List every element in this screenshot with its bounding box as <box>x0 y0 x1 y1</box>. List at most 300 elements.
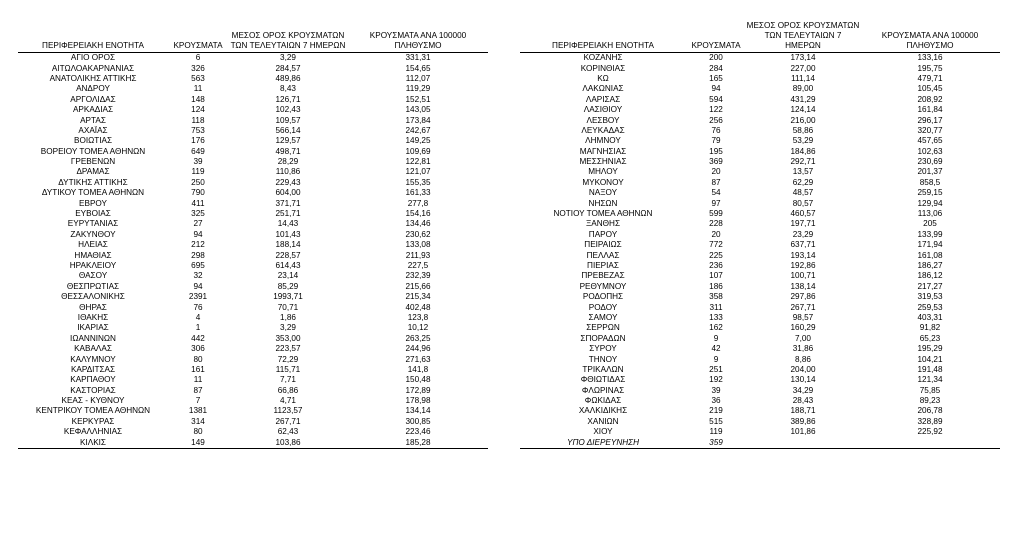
per100k-cell: 161,84 <box>917 105 943 115</box>
cases-cell: 1381 <box>188 406 208 416</box>
region-cell: ΛΕΣΒΟΥ <box>586 115 620 125</box>
region-cell: ΛΗΜΝΟΥ <box>585 136 621 146</box>
table-row <box>520 105 1000 115</box>
avg7-cell: 98,57 <box>792 312 814 322</box>
per100k-cell: 65,23 <box>919 333 941 343</box>
region-cell: ΜΕΣΣΗΝΙΑΣ <box>579 157 627 167</box>
region-cell: ΑΡΚΑΔΙΑΣ <box>72 105 114 115</box>
region-cell: ΠΑΡΟΥ <box>588 229 618 239</box>
table-row <box>18 292 488 302</box>
region-cell: ΜΥΚΟΝΟΥ <box>582 177 624 187</box>
region-cell: ΘΗΡΑΣ <box>79 302 107 312</box>
table-row <box>18 344 488 354</box>
table-row <box>18 365 488 375</box>
avg7-cell: 431,29 <box>790 94 816 104</box>
per100k-cell: 133,99 <box>917 229 943 239</box>
table-row <box>520 219 1000 229</box>
avg7-cell: 229,43 <box>275 177 301 187</box>
avg7-cell: 130,14 <box>790 375 816 385</box>
cases-cell: 256 <box>709 115 723 125</box>
cases-cell: 122 <box>709 105 723 115</box>
per100k-cell: 242,67 <box>405 125 431 135</box>
table-row <box>520 323 1000 333</box>
region-cell: ΘΕΣΣΑΛΟΝΙΚΗΣ <box>61 292 125 302</box>
cases-cell: 176 <box>191 136 205 146</box>
region-cell: ΚΑΛΥΜΝΟΥ <box>70 354 116 364</box>
per100k-cell: 154,16 <box>405 209 431 219</box>
table-row <box>18 209 488 219</box>
region-cell: ΥΠΟ ΔΙΕΡΕΥΝΗΣΗ <box>520 437 686 448</box>
cases-cell: 149 <box>168 437 228 448</box>
avg7-cell: 614,43 <box>275 261 301 270</box>
table-row <box>18 147 488 157</box>
per100k-cell: 225,92 <box>917 427 943 437</box>
table-row <box>520 417 1000 427</box>
per100k-cell: 205 <box>923 219 937 229</box>
cases-cell: 298 <box>191 250 205 260</box>
avg7-cell: 7,00 <box>795 333 811 343</box>
table-row <box>18 250 488 260</box>
region-cell: ΚΑΣΤΟΡΙΑΣ <box>70 385 116 395</box>
region-cell: ΚΕΦΑΛΛΗΝΙΑΣ <box>63 427 123 437</box>
cases-cell: 442 <box>191 333 205 343</box>
header-per100k: ΚΡΟΥΣΜΑΤΑ ΑΝΑ 100000 ΠΛΗΘΥΣΜΟ <box>860 12 1000 53</box>
table-row <box>18 95 488 105</box>
per100k-cell: 215,66 <box>405 281 431 291</box>
cases-cell: 94 <box>711 84 721 94</box>
table-row <box>520 147 1000 157</box>
region-cell: ΙΚΑΡΙΑΣ <box>77 323 109 333</box>
table-row <box>520 313 1000 323</box>
region-cell: ΔΥΤΙΚΗΣ ΑΤΤΙΚΗΣ <box>58 177 128 187</box>
table-row <box>520 136 1000 146</box>
table-row <box>18 313 488 323</box>
per100k-cell: 259,53 <box>917 302 943 312</box>
table-row <box>520 188 1000 198</box>
avg7-cell: 1123,57 <box>273 406 303 416</box>
avg7-cell: 353,00 <box>275 333 301 343</box>
header-avg7: ΜΕΣΟΣ ΟΡΟΣ ΚΡΟΥΣΜΑΤΩΝ ΤΩΝ ΤΕΛΕΥΤΑΙΩΝ 7 ΗΜΕΡΩΝ <box>746 12 860 53</box>
region-cell: ΑΙΤΩΛΟΑΚΑΡΝΑΝΙΑΣ <box>51 63 135 73</box>
region-cell: ΔΥΤΙΚΟΥ ΤΟΜΕΑ ΑΘΗΝΩΝ <box>41 188 145 198</box>
avg7-cell: 8,86 <box>795 354 811 364</box>
table-row <box>18 198 488 208</box>
per100k-cell: 186,27 <box>917 261 943 270</box>
avg7-cell: 498,71 <box>275 146 301 156</box>
avg7-cell: 389,86 <box>790 416 816 426</box>
region-cell: ΖΑΚΥΝΘΟΥ <box>70 229 116 239</box>
region-cell: ΜΑΓΝΗΣΙΑΣ <box>579 146 627 156</box>
avg7-cell: 460,57 <box>790 209 816 219</box>
per100k-cell: 208,92 <box>917 94 943 104</box>
per100k-cell: 113,06 <box>917 209 943 219</box>
table-row <box>18 63 488 73</box>
table-row <box>18 157 488 167</box>
region-cell: ΕΥΡΥΤΑΝΙΑΣ <box>67 219 119 229</box>
cases-cell: 36 <box>711 396 721 406</box>
table-row <box>520 261 1000 271</box>
table-row <box>520 53 1000 64</box>
table-row <box>18 334 488 344</box>
region-cell: ΑΝΔΡΟΥ <box>76 84 110 94</box>
per100k-cell: 155,35 <box>405 177 431 187</box>
cases-cell: 87 <box>193 385 203 395</box>
table-row <box>18 261 488 271</box>
header-avg7: ΜΕΣΟΣ ΟΡΟΣ ΚΡΟΥΣΜΑΤΩΝ ΤΩΝ ΤΕΛΕΥΤΑΙΩΝ 7 ΗΜΕΡΩΝ <box>228 12 348 53</box>
per100k-cell: 320,77 <box>917 125 943 135</box>
region-cell: ΝΗΣΩΝ <box>588 198 618 208</box>
avg7-cell: 13,57 <box>792 167 814 177</box>
avg7-cell: 192,86 <box>790 261 816 270</box>
cases-cell: 119 <box>709 427 723 437</box>
cases-cell: 772 <box>709 240 723 250</box>
table-row <box>520 157 1000 167</box>
region-cell: ΦΩΚΙΔΑΣ <box>584 396 622 406</box>
per100k-cell: 227,5 <box>407 261 429 270</box>
table-row <box>520 209 1000 219</box>
cases-cell: 225 <box>709 250 723 260</box>
cases-cell: 326 <box>191 63 205 73</box>
table-row <box>18 126 488 136</box>
table-row <box>18 323 488 333</box>
per100k-cell: 185,28 <box>348 437 488 448</box>
per100k-cell: 133,08 <box>405 240 431 250</box>
avg7-cell: 89,00 <box>792 84 814 94</box>
per100k-cell: 195,75 <box>917 63 943 73</box>
avg7-cell: 371,71 <box>275 198 301 208</box>
cases-cell: 790 <box>191 188 205 198</box>
per100k-cell: 172,89 <box>405 385 431 395</box>
per100k-cell: 263,25 <box>405 333 431 343</box>
header-region: ΠΕΡΙΦΕΡΕΙΑΚΗ ΕΝΟΤΗΤΑ <box>520 12 686 53</box>
cases-cell: 9 <box>713 354 719 364</box>
cases-cell: 284 <box>709 63 723 73</box>
region-cell: ΘΑΣΟΥ <box>78 271 108 281</box>
table-row <box>18 74 488 84</box>
region-cell: ΔΡΑΜΑΣ <box>76 167 110 177</box>
region-cell: ΚΑΒΑΛΑΣ <box>74 344 112 354</box>
cases-cell: 250 <box>191 177 205 187</box>
cases-cell: 94 <box>193 229 203 239</box>
header-row <box>18 12 488 53</box>
avg7-cell: 124,14 <box>790 105 816 115</box>
per100k-cell: 479,71 <box>917 73 943 83</box>
cases-cell: 186 <box>709 281 723 291</box>
avg7-cell: 188,71 <box>790 406 816 416</box>
region-cell: ΣΠΟΡΑΔΩΝ <box>580 333 626 343</box>
table-row <box>520 198 1000 208</box>
per100k-cell: 123,8 <box>407 312 429 322</box>
region-cell: ΝΑΞΟΥ <box>588 188 618 198</box>
region-cell: ΛΑΡΙΣΑΣ <box>585 94 621 104</box>
cases-cell: 124 <box>191 105 205 115</box>
region-cell: ΠΙΕΡΙΑΣ <box>587 261 619 270</box>
cases-cell: 9 <box>713 333 719 343</box>
cases-cell: 42 <box>711 344 721 354</box>
cases-table-left <box>18 12 488 449</box>
avg7-cell: 8,43 <box>280 84 296 94</box>
avg7-cell: 53,29 <box>792 136 814 146</box>
region-cell: ΑΧΑΪΑΣ <box>78 125 108 135</box>
region-cell: ΛΑΚΩΝΙΑΣ <box>582 84 624 94</box>
region-cell: ΑΝΑΤΟΛΙΚΗΣ ΑΤΤΙΚΗΣ <box>49 73 137 83</box>
per100k-cell: 201,37 <box>917 167 943 177</box>
table-row <box>18 53 488 64</box>
cases-cell: 192 <box>709 375 723 385</box>
cases-cell: 2391 <box>188 292 208 302</box>
table-row <box>18 115 488 125</box>
region-cell: ΣΑΜΟΥ <box>588 312 618 322</box>
per100k-cell: 271,63 <box>405 354 431 364</box>
cases-cell: 4 <box>195 312 201 322</box>
per100k-cell: 858,5 <box>919 177 941 187</box>
avg7-cell: 80,57 <box>792 198 814 208</box>
cases-cell: 80 <box>193 427 203 437</box>
per100k-cell: 134,14 <box>405 406 431 416</box>
table-row <box>520 178 1000 188</box>
table-row <box>18 354 488 364</box>
region-cell: ΓΡΕΒΕΝΩΝ <box>70 157 116 167</box>
avg7-cell: 204,00 <box>790 364 816 374</box>
avg7-cell: 1,86 <box>280 312 296 322</box>
cases-cell: 20 <box>711 229 721 239</box>
cases-cell: 599 <box>709 209 723 219</box>
cases-cell: 6 <box>195 53 201 63</box>
table-row <box>520 282 1000 292</box>
cases-cell: 594 <box>709 94 723 104</box>
avg7-cell: 48,57 <box>792 188 814 198</box>
per100k-cell: 91,82 <box>919 323 941 333</box>
avg7-cell: 292,71 <box>790 157 816 167</box>
avg7-cell: 188,14 <box>275 240 301 250</box>
avg7-cell: 489,86 <box>275 73 301 83</box>
per100k-cell: 223,46 <box>405 427 431 437</box>
region-cell: ΚΕΝΤΡΙΚΟΥ ΤΟΜΕΑ ΑΘΗΝΩΝ <box>35 406 151 416</box>
per100k-cell: 331,31 <box>405 53 431 63</box>
per100k-cell: 206,78 <box>917 406 943 416</box>
table-row <box>18 271 488 281</box>
cases-cell: 32 <box>193 271 203 281</box>
per100k-cell: 89,23 <box>919 396 941 406</box>
cases-table-right <box>520 12 1000 449</box>
table-row <box>18 105 488 115</box>
table-row <box>520 406 1000 416</box>
avg7-cell: 109,57 <box>275 115 301 125</box>
avg7-cell: 227,00 <box>790 63 816 73</box>
cases-cell: 306 <box>191 344 205 354</box>
per100k-cell: 161,33 <box>405 188 431 198</box>
avg7-cell: 23,29 <box>792 229 814 239</box>
per100k-cell: 296,17 <box>917 115 943 125</box>
cases-cell: 753 <box>191 125 205 135</box>
header-region: ΠΕΡΙΦΕΡΕΙΑΚΗ ΕΝΟΤΗΤΑ <box>18 12 168 53</box>
table-row <box>18 219 488 229</box>
table-row <box>520 396 1000 406</box>
avg7-cell: 101,86 <box>790 427 816 437</box>
table-row <box>18 375 488 385</box>
cases-cell: 359 <box>686 437 746 448</box>
region-cell: ΝΟΤΙΟΥ ΤΟΜΕΑ ΑΘΗΝΩΝ <box>553 209 653 219</box>
cases-cell: 515 <box>709 416 723 426</box>
per100k-cell: 143,05 <box>405 105 431 115</box>
region-cell: ΡΟΔΟΠΗΣ <box>582 292 624 302</box>
table-row <box>18 396 488 406</box>
table-row <box>520 74 1000 84</box>
cases-cell: 133 <box>709 312 723 322</box>
avg7-cell: 115,71 <box>275 364 301 374</box>
avg7-cell: 23,14 <box>277 271 299 281</box>
per100k-cell: 119,29 <box>405 84 431 94</box>
region-cell: ΙΘΑΚΗΣ <box>77 312 109 322</box>
region-cell: ΚΕΡΚΥΡΑΣ <box>71 416 115 426</box>
table-row <box>520 230 1000 240</box>
avg7-cell: 4,71 <box>280 396 296 406</box>
table-row <box>18 84 488 94</box>
region-cell: ΛΑΣΙΘΙΟΥ <box>583 105 623 115</box>
table-row <box>18 437 488 448</box>
region-cell: ΚΕΑΣ - ΚΥΘΝΟΥ <box>61 396 125 406</box>
avg7-cell: 62,43 <box>277 427 299 437</box>
region-cell: ΞΑΝΘΗΣ <box>585 219 621 229</box>
region-cell: ΧΑΝΙΩΝ <box>587 416 619 426</box>
table-row <box>520 437 1000 448</box>
avg7-cell: 267,71 <box>790 302 816 312</box>
region-cell: ΤΗΝΟΥ <box>588 354 618 364</box>
table-row <box>520 365 1000 375</box>
region-cell: ΣΥΡΟΥ <box>589 344 617 354</box>
per100k-cell: 178,98 <box>405 396 431 406</box>
cases-cell: 695 <box>191 261 205 270</box>
region-cell: ΘΕΣΠΡΩΤΙΑΣ <box>66 281 120 291</box>
region-cell: ΙΩΑΝΝΙΝΩΝ <box>70 333 116 343</box>
avg7-cell: 184,86 <box>790 146 816 156</box>
cases-cell: 79 <box>711 136 721 146</box>
per100k-cell: 232,39 <box>405 271 431 281</box>
header-per100k: ΚΡΟΥΣΜΑΤΑ ΑΝΑ 100000 ΠΛΗΘΥΣΜΟ <box>348 12 488 53</box>
cases-cell: 11 <box>193 84 203 94</box>
cases-cell: 200 <box>709 53 723 63</box>
cases-cell: 39 <box>711 385 721 395</box>
region-cell: ΑΓΙΟ ΟΡΟΣ <box>70 53 116 63</box>
cases-cell: 251 <box>709 364 723 374</box>
avg7-cell: 604,00 <box>275 188 301 198</box>
avg7-cell: 3,29 <box>280 53 296 63</box>
cases-cell: 76 <box>193 302 203 312</box>
cases-cell: 236 <box>709 261 723 270</box>
per100k-cell: 121,34 <box>917 375 943 385</box>
region-cell: ΒΟΙΩΤΙΑΣ <box>73 136 113 146</box>
table-row <box>18 167 488 177</box>
per100k-cell: 134,46 <box>405 219 431 229</box>
table-row <box>18 178 488 188</box>
cases-cell: 87 <box>711 177 721 187</box>
table-body-left <box>18 53 488 449</box>
cases-cell: 119 <box>191 167 205 177</box>
table-row <box>520 375 1000 385</box>
table-row <box>520 271 1000 281</box>
region-cell: ΧΙΟΥ <box>593 427 613 437</box>
per100k-cell: 191,48 <box>917 364 943 374</box>
avg7-cell: 62,29 <box>792 177 814 187</box>
header-cases: ΚΡΟΥΣΜΑΤΑ <box>686 12 746 53</box>
per100k-cell: 109,69 <box>405 146 431 156</box>
per100k-cell: 259,15 <box>917 188 943 198</box>
cases-cell: 97 <box>711 198 721 208</box>
table-row <box>18 302 488 312</box>
per100k-cell: 244,96 <box>405 344 431 354</box>
avg7-cell: 100,71 <box>790 271 816 281</box>
avg7-cell: 28,29 <box>277 157 299 167</box>
table-row <box>520 240 1000 250</box>
avg7-cell: 251,71 <box>275 209 301 219</box>
per100k-cell: 149,25 <box>405 136 431 146</box>
region-cell: ΚΑΡΔΙΤΣΑΣ <box>70 364 116 374</box>
per100k-cell: 402,48 <box>405 302 431 312</box>
per100k-cell: 150,48 <box>405 375 431 385</box>
table-row <box>520 115 1000 125</box>
cases-cell: 7 <box>195 396 201 406</box>
region-cell: ΚΙΛΚΙΣ <box>18 437 168 448</box>
cases-cell: 27 <box>193 219 203 229</box>
region-cell: ΤΡΙΚΑΛΩΝ <box>582 364 624 374</box>
avg7-cell: 66,86 <box>277 385 299 395</box>
per100k-cell: 102,63 <box>917 146 943 156</box>
avg7-cell: 3,29 <box>280 323 296 333</box>
region-cell: ΣΕΡΡΩΝ <box>586 323 620 333</box>
avg7-cell: 223,57 <box>275 344 301 354</box>
avg7-cell: 129,57 <box>275 136 301 146</box>
table-row <box>18 417 488 427</box>
per100k-cell: 195,29 <box>917 344 943 354</box>
region-cell: ΚΟΖΑΝΗΣ <box>583 53 623 63</box>
per100k-cell: 457,65 <box>917 136 943 146</box>
avg7-cell: 101,43 <box>275 229 301 239</box>
region-cell: ΑΡΤΑΣ <box>80 115 106 125</box>
per100k-cell: 173,84 <box>405 115 431 125</box>
per100k-cell: 328,89 <box>917 416 943 426</box>
avg7-cell: 637,71 <box>790 240 816 250</box>
per100k-cell: 171,94 <box>917 240 943 250</box>
region-cell: ΚΑΡΠΑΘΟΥ <box>70 375 116 385</box>
table-row <box>520 386 1000 396</box>
region-cell: ΠΕΛΛΑΣ <box>586 250 620 260</box>
per100k-cell: 122,81 <box>405 157 431 167</box>
table-row <box>18 386 488 396</box>
cases-cell: 369 <box>709 157 723 167</box>
cases-cell: 411 <box>191 198 205 208</box>
avg7-cell: 103,86 <box>228 437 348 448</box>
cases-cell: 20 <box>711 167 721 177</box>
avg7-cell: 70,71 <box>277 302 299 312</box>
cases-cell: 94 <box>193 281 203 291</box>
region-cell: ΧΑΛΚΙΔΙΚΗΣ <box>578 406 628 416</box>
region-cell: ΕΥΒΟΙΑΣ <box>75 209 111 219</box>
cases-cell: 148 <box>191 94 205 104</box>
per100k-cell: 75,85 <box>919 385 941 395</box>
avg7-cell: 28,43 <box>792 396 814 406</box>
per100k-cell: 403,31 <box>917 312 943 322</box>
table-row <box>18 230 488 240</box>
per100k-cell: 211,93 <box>405 250 431 260</box>
per100k-cell: 161,08 <box>917 250 943 260</box>
region-cell: ΦΛΩΡΙΝΑΣ <box>581 385 625 395</box>
avg7-cell: 160,29 <box>790 323 816 333</box>
cases-cell: 195 <box>709 146 723 156</box>
avg7-cell: 193,14 <box>790 250 816 260</box>
per100k-cell: 112,07 <box>405 73 431 83</box>
header-cases: ΚΡΟΥΣΜΑΤΑ <box>168 12 228 53</box>
avg7-cell: 58,86 <box>792 125 814 135</box>
